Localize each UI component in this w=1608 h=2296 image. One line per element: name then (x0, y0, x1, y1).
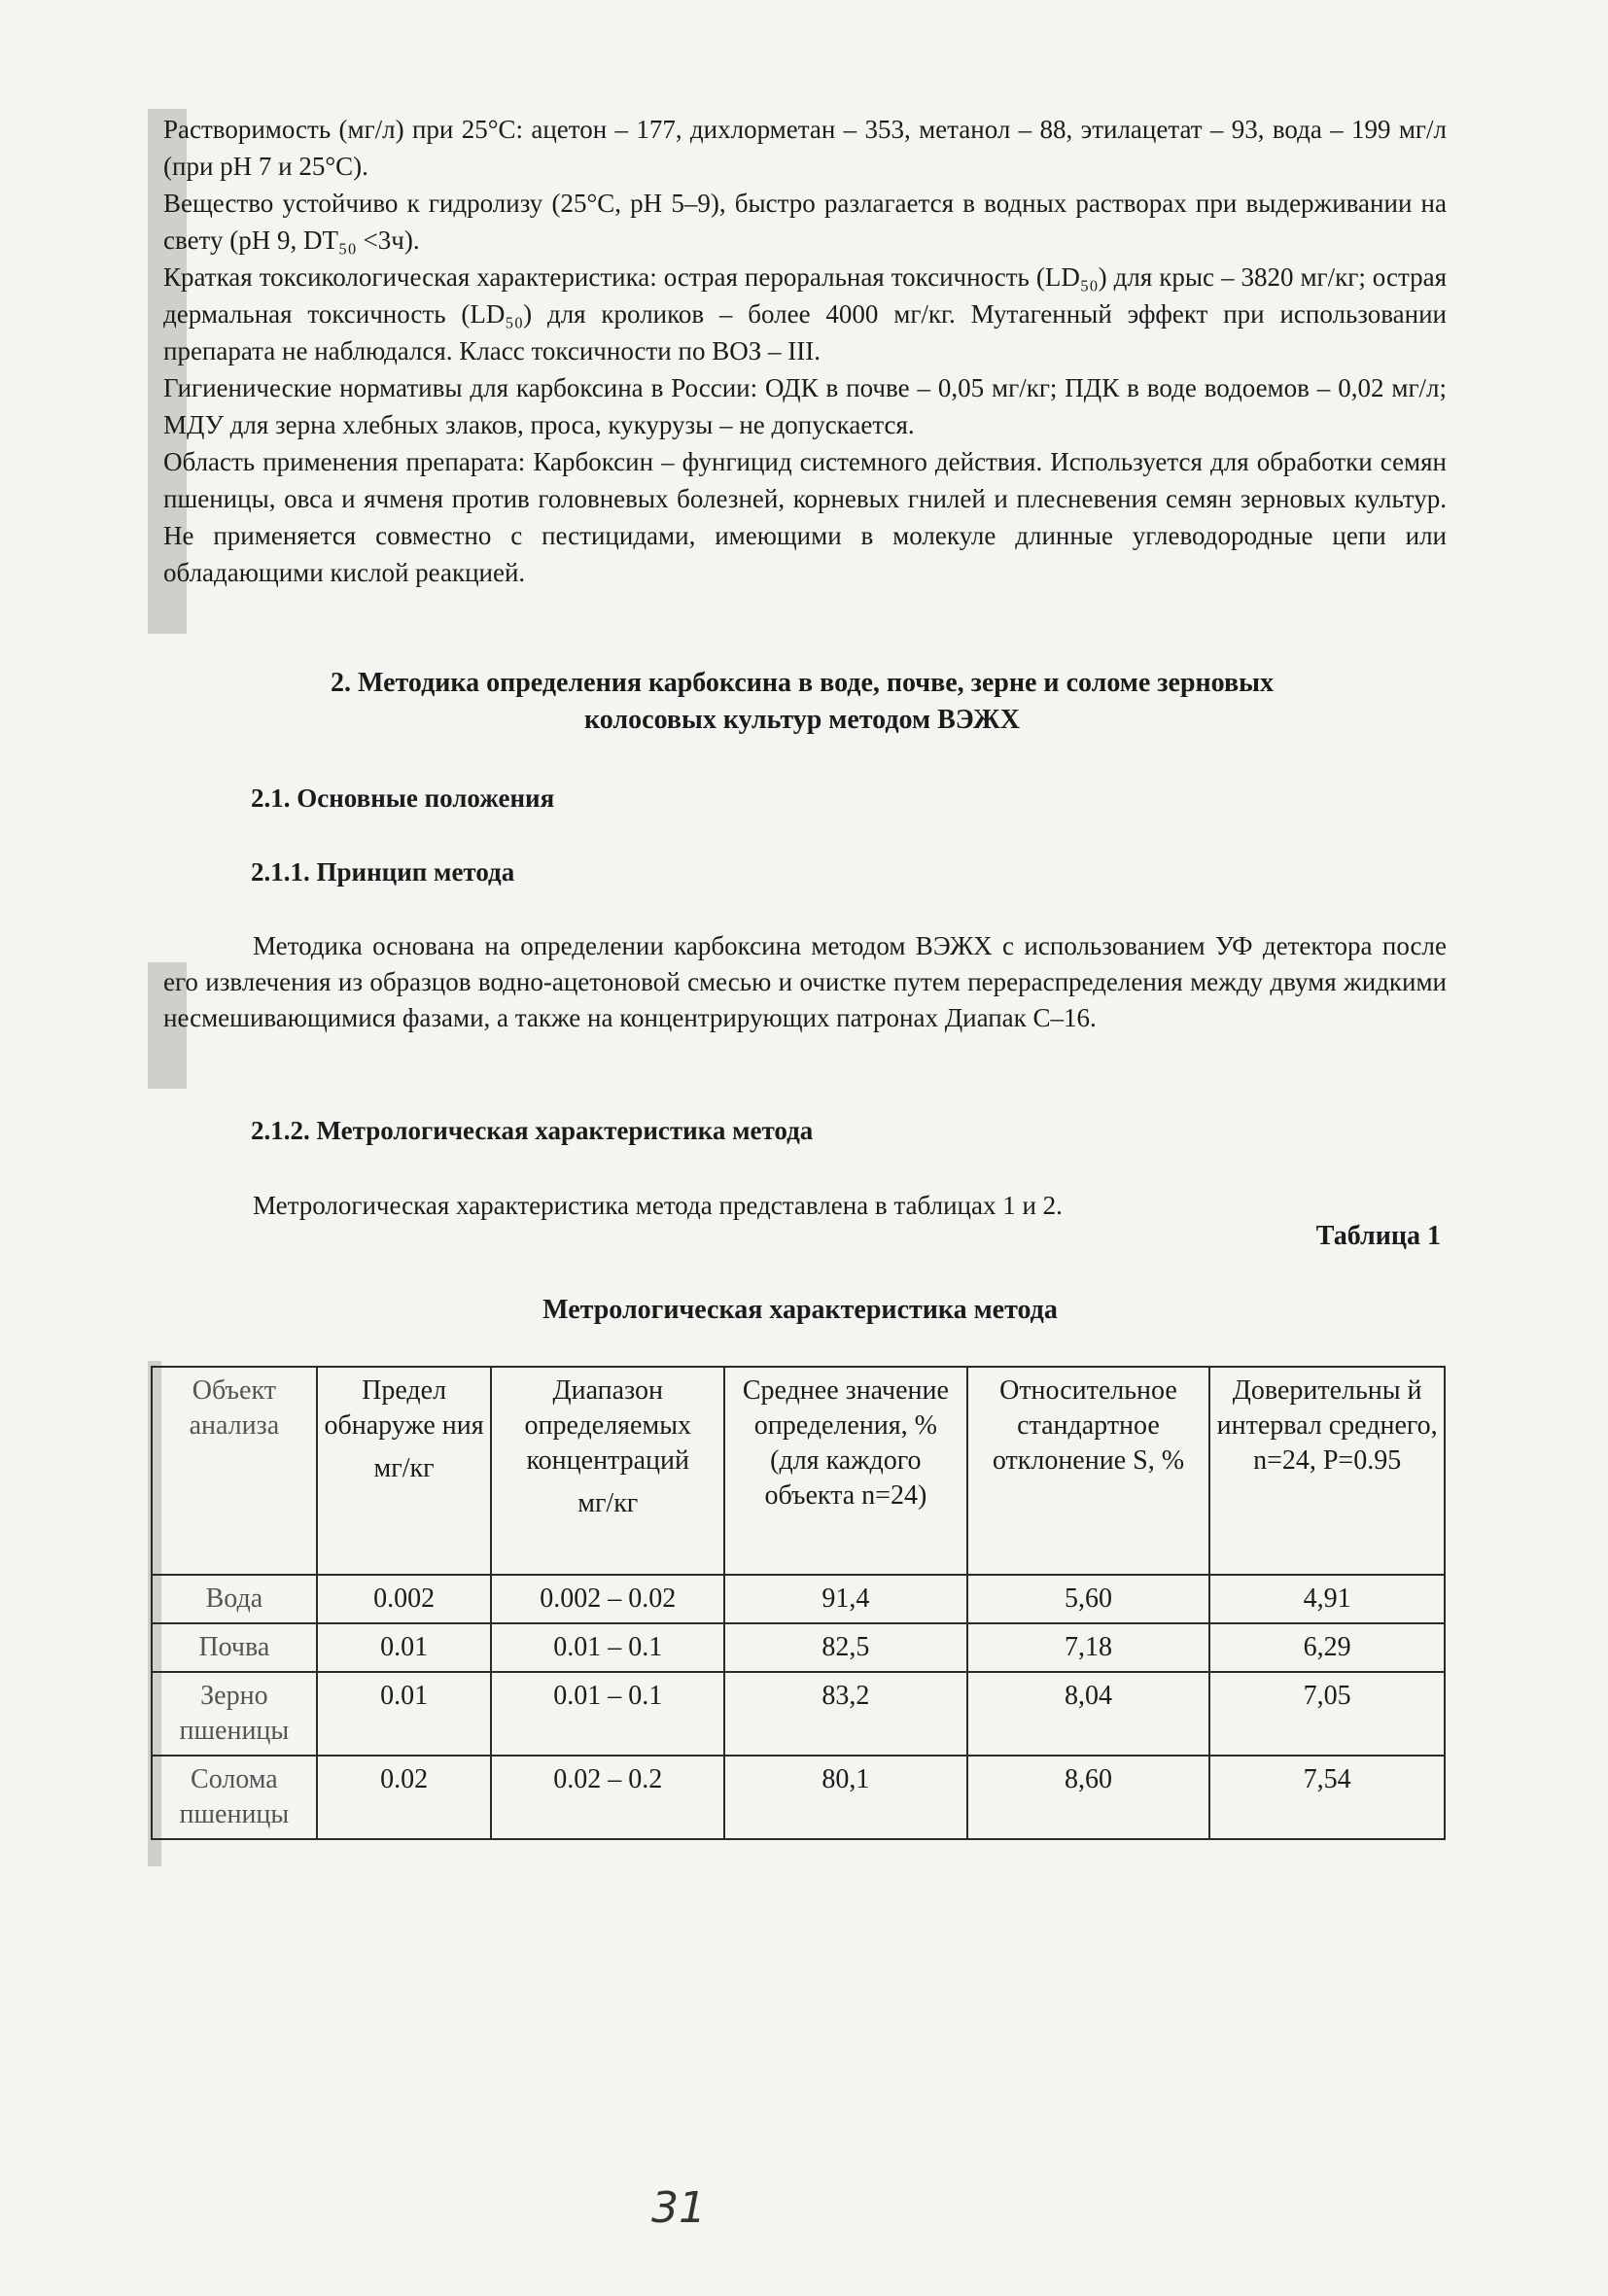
page-number: 31 (651, 2183, 706, 2233)
metrology-table (151, 1366, 1446, 1840)
table-row (152, 1575, 1445, 1623)
header-mean: Среднее значение определения, % (для каждого объекта n=24) (724, 1367, 967, 1575)
cell-range: 0.02 – 0.2 (491, 1756, 724, 1839)
cell-range: 0.002 – 0.02 (491, 1575, 724, 1623)
cell-object: Почва (152, 1623, 317, 1672)
cell-ci: 6,29 (1209, 1623, 1445, 1672)
section-2-title: 2. Методика определения карбоксина в воде, почве, зерне и соломе зерновых колосовых культур методом ВЭЖХ (331, 668, 1274, 735)
cell-object: Вода (152, 1575, 317, 1623)
section-2-1-heading: 2.1. Основные положения (251, 783, 555, 813)
cell-object: Зерно пшеницы (152, 1672, 317, 1756)
table-row (152, 1672, 1445, 1756)
principle-paragraph: Методика основана на определении карбоксина методом ВЭЖХ с использованием УФ детектора после его извлечения из образцов водно-ацетоновой смесью и очистке путем перераспределения между двумя жидкими несмешивающимися фазами, а также на концентрирующих патронах Диапак С–16. (163, 931, 1447, 1032)
header-confidence: Доверительны й интервал среднего, n=24, P=0.95 (1209, 1367, 1445, 1575)
cell-rsd: 8,04 (967, 1672, 1210, 1756)
header-range: Диапазон определяемых концентраций мг/кг (491, 1367, 724, 1575)
metrology-intro: Метрологическая характеристика метода представлена в таблицах 1 и 2. (253, 1191, 1063, 1220)
application-paragraph: Область применения препарата: Карбоксин – фунгицид системного действия. Используется для обработки семян пшеницы, овса и ячменя против головневых болезней, корневых гнилей и плесневения семян зерновых культур. Не применяется совместно с пестицидами, имеющими в молекуле длинные углеводородные цепи или обладающими кислой реакцией. (163, 447, 1447, 587)
cell-object: Солома пшеницы (152, 1756, 317, 1839)
toxicology-paragraph: Краткая токсикологическая характеристика: острая пероральная токсичность (LD₅₀) для крыс – 3820 мг/кг; острая дермальная токсичность (LD₅₀) для кроликов – более 4000 мг/кг. Мутагенный эффект при использовании препарата не наблюдался. Класс токсичности по ВОЗ – III. (163, 262, 1447, 365)
cell-range: 0.01 – 0.1 (491, 1672, 724, 1756)
cell-lod: 0.01 (317, 1672, 492, 1756)
cell-ci: 7,05 (1209, 1672, 1445, 1756)
table-label: Таблица 1 (1315, 1221, 1441, 1251)
section-2-1-2-heading: 2.1.2. Метрологическая характеристика метода (251, 1116, 814, 1145)
cell-lod: 0.01 (317, 1623, 492, 1672)
section-2-1-1-heading: 2.1.1. Принцип метода (251, 857, 515, 887)
table-header-row (152, 1367, 1445, 1575)
cell-ci: 7,54 (1209, 1756, 1445, 1839)
cell-mean: 91,4 (724, 1575, 967, 1623)
table-row (152, 1623, 1445, 1672)
table-title: Метрологическая характеристика метода (542, 1295, 1058, 1325)
header-rsd: Относительное стандартное отклонение S, % (967, 1367, 1210, 1575)
cell-rsd: 7,18 (967, 1623, 1210, 1672)
hydrolysis-paragraph: Вещество устойчиво к гидролизу (25°С, pH 5–9), быстро разлагается в водных растворах при выдерживании на свету (pH 9, DT₅₀ <3ч). (163, 189, 1447, 255)
cell-lod: 0.02 (317, 1756, 492, 1839)
cell-rsd: 8,60 (967, 1756, 1210, 1839)
cell-mean: 82,5 (724, 1623, 967, 1672)
cell-mean: 83,2 (724, 1672, 967, 1756)
table-row (152, 1756, 1445, 1839)
cell-ci: 4,91 (1209, 1575, 1445, 1623)
header-detection-limit: Предел обнаруже ния мг/кг (317, 1367, 492, 1575)
hygiene-paragraph: Гигиенические нормативы для карбоксина в России: ОДК в почве – 0,05 мг/кг; ПДК в воде водоемов – 0,02 мг/л; МДУ для зерна хлебных злаков, проса, кукурузы – не допускается. (163, 373, 1447, 439)
cell-mean: 80,1 (724, 1756, 967, 1839)
cell-rsd: 5,60 (967, 1575, 1210, 1623)
solubility-paragraph: Растворимость (мг/л) при 25°С: ацетон – 177, дихлорметан – 353, метанол – 88, этилацетат – 93, вода – 199 мг/л (при pH 7 и 25°С). (163, 115, 1447, 181)
cell-lod: 0.002 (317, 1575, 492, 1623)
header-object: Объект анализа (152, 1367, 317, 1575)
intro-text (163, 111, 1447, 591)
cell-range: 0.01 – 0.1 (491, 1623, 724, 1672)
